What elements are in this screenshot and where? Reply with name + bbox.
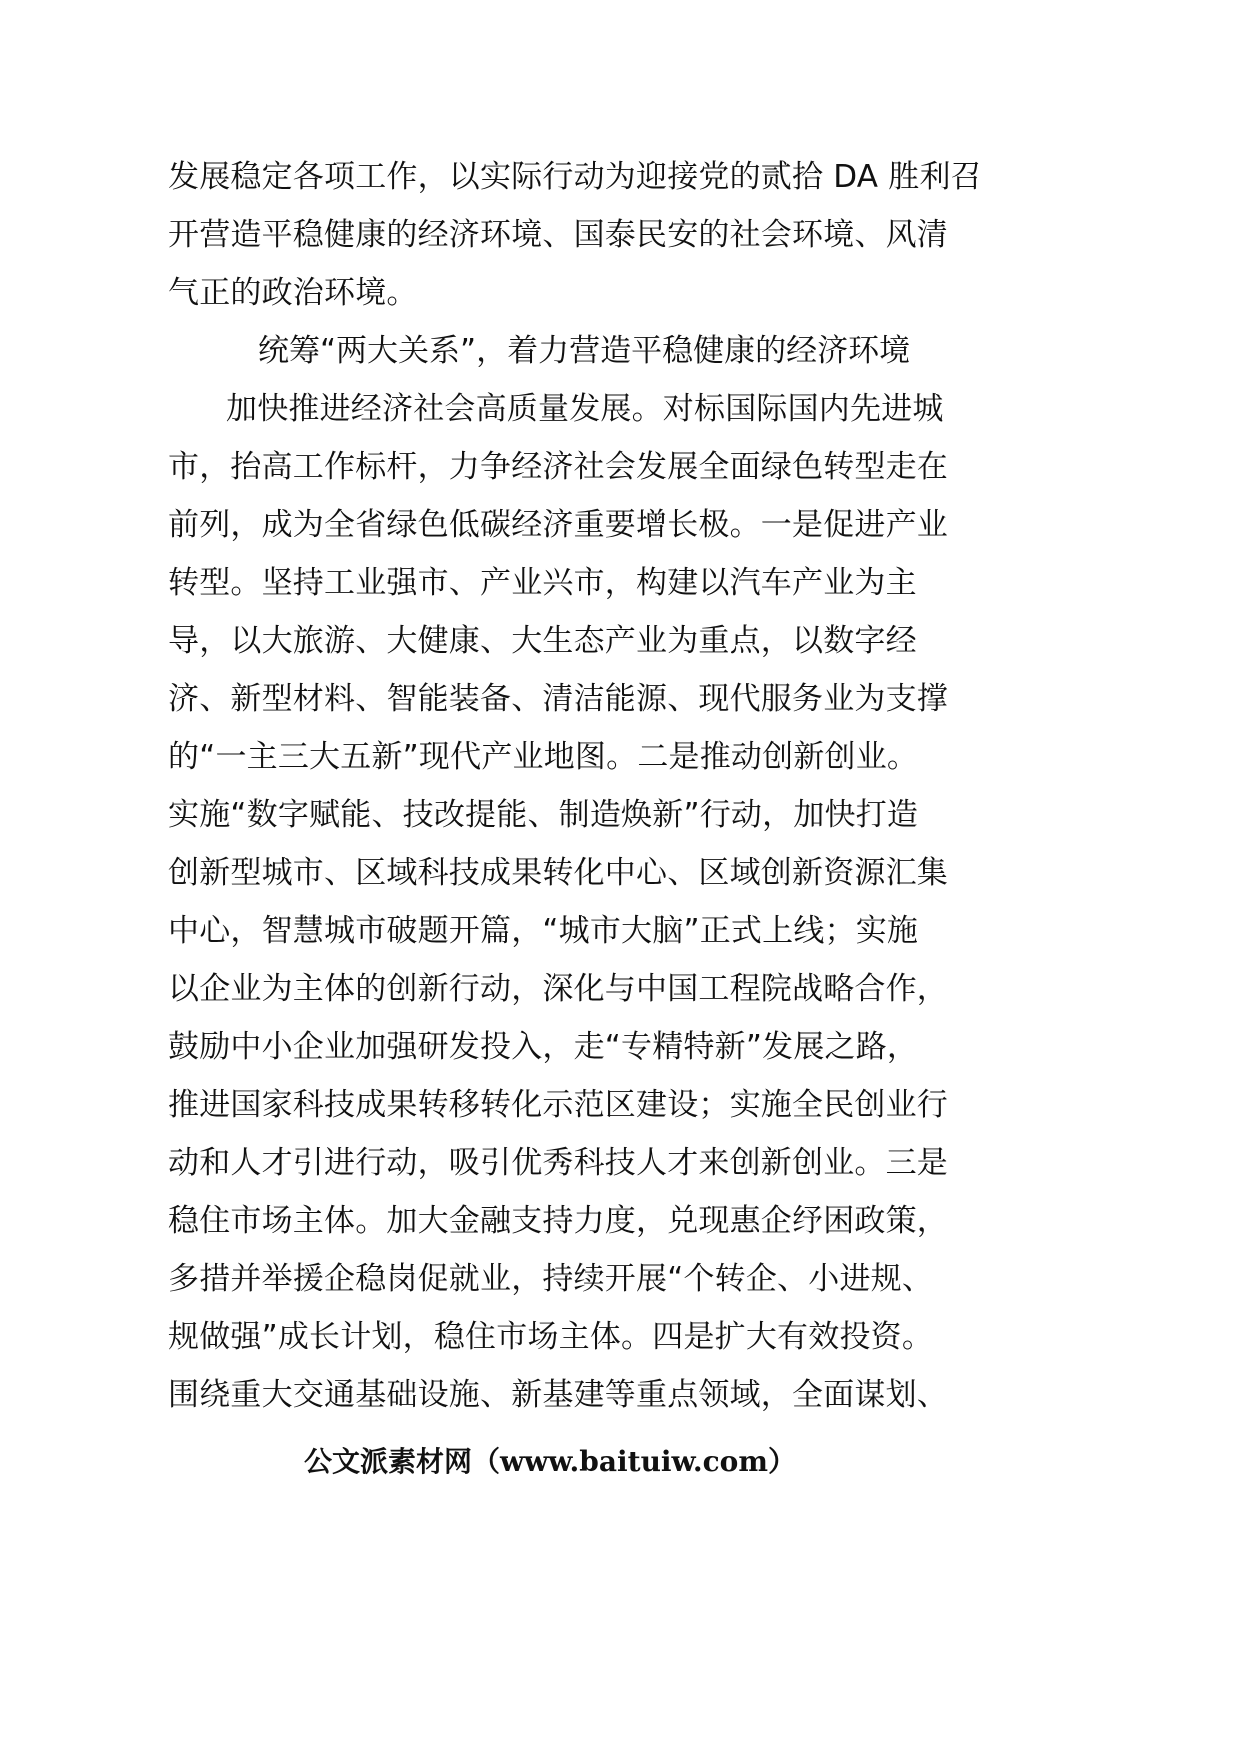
body-text-line: 发展稳定各项工作，以实际行动为迎接党的贰拾 DA 胜利召	[168, 159, 982, 195]
body-text-line: 推进国家科技成果转移转化示范区建设；实施全民创业行	[168, 1087, 948, 1123]
body-text-line: 多措并举援企稳岗促就业，持续开展“个转企、小进规、	[168, 1261, 934, 1297]
body-text-line: 鼓励中小企业加强研发投入，走“专精特新”发展之路，	[168, 1029, 919, 1065]
body-text-line: 济、新型材料、智能装备、清洁能源、现代服务业为支撑	[168, 681, 948, 717]
footer-watermark: 公文派素材网（www.baituiw.com）	[304, 1445, 796, 1478]
body-text-line: 创新型城市、区域科技成果转化中心、区域创新资源汇集	[168, 855, 948, 891]
body-text-line: 以企业为主体的创新行动，深化与中国工程院战略合作，	[168, 971, 948, 1007]
body-text-line: 气正的政治环境。	[168, 275, 418, 311]
section-heading: 统筹“两大关系”，着力营造平稳健康的经济环境	[258, 333, 911, 369]
body-text-line: 市，抬高工作标杆，力争经济社会发展全面绿色转型走在	[168, 449, 948, 485]
body-text-line: 围绕重大交通基础设施、新基建等重点领域，全面谋划、	[168, 1377, 948, 1413]
body-text-line: 稳住市场主体。加大金融支持力度，兑现惠企纾困政策，	[168, 1203, 948, 1239]
body-text-line: 动和人才引进行动，吸引优秀科技人才来创新创业。三是	[168, 1145, 948, 1181]
body-text-line: 导，以大旅游、大健康、大生态产业为重点，以数字经	[168, 623, 917, 659]
body-text-line: 规做强”成长计划，稳住市场主体。四是扩大有效投资。	[168, 1319, 934, 1355]
body-text-line: 的“一主三大五新”现代产业地图。二是推动创新创业。	[168, 739, 919, 775]
body-text-line: 加快推进经济社会高质量发展。对标国际国内先进城	[226, 391, 944, 427]
body-text-line: 实施“数字赋能、技改提能、制造焕新”行动，加快打造	[168, 797, 919, 833]
body-text-line: 转型。坚持工业强市、产业兴市，构建以汽车产业为主	[168, 565, 917, 601]
body-text-line: 前列，成为全省绿色低碳经济重要增长极。一是促进产业	[168, 507, 948, 543]
body-text-line: 开营造平稳健康的经济环境、国泰民安的社会环境、风清	[168, 217, 948, 253]
body-text-line: 中心，智慧城市破题开篇，“城市大脑”正式上线；实施	[168, 913, 919, 949]
